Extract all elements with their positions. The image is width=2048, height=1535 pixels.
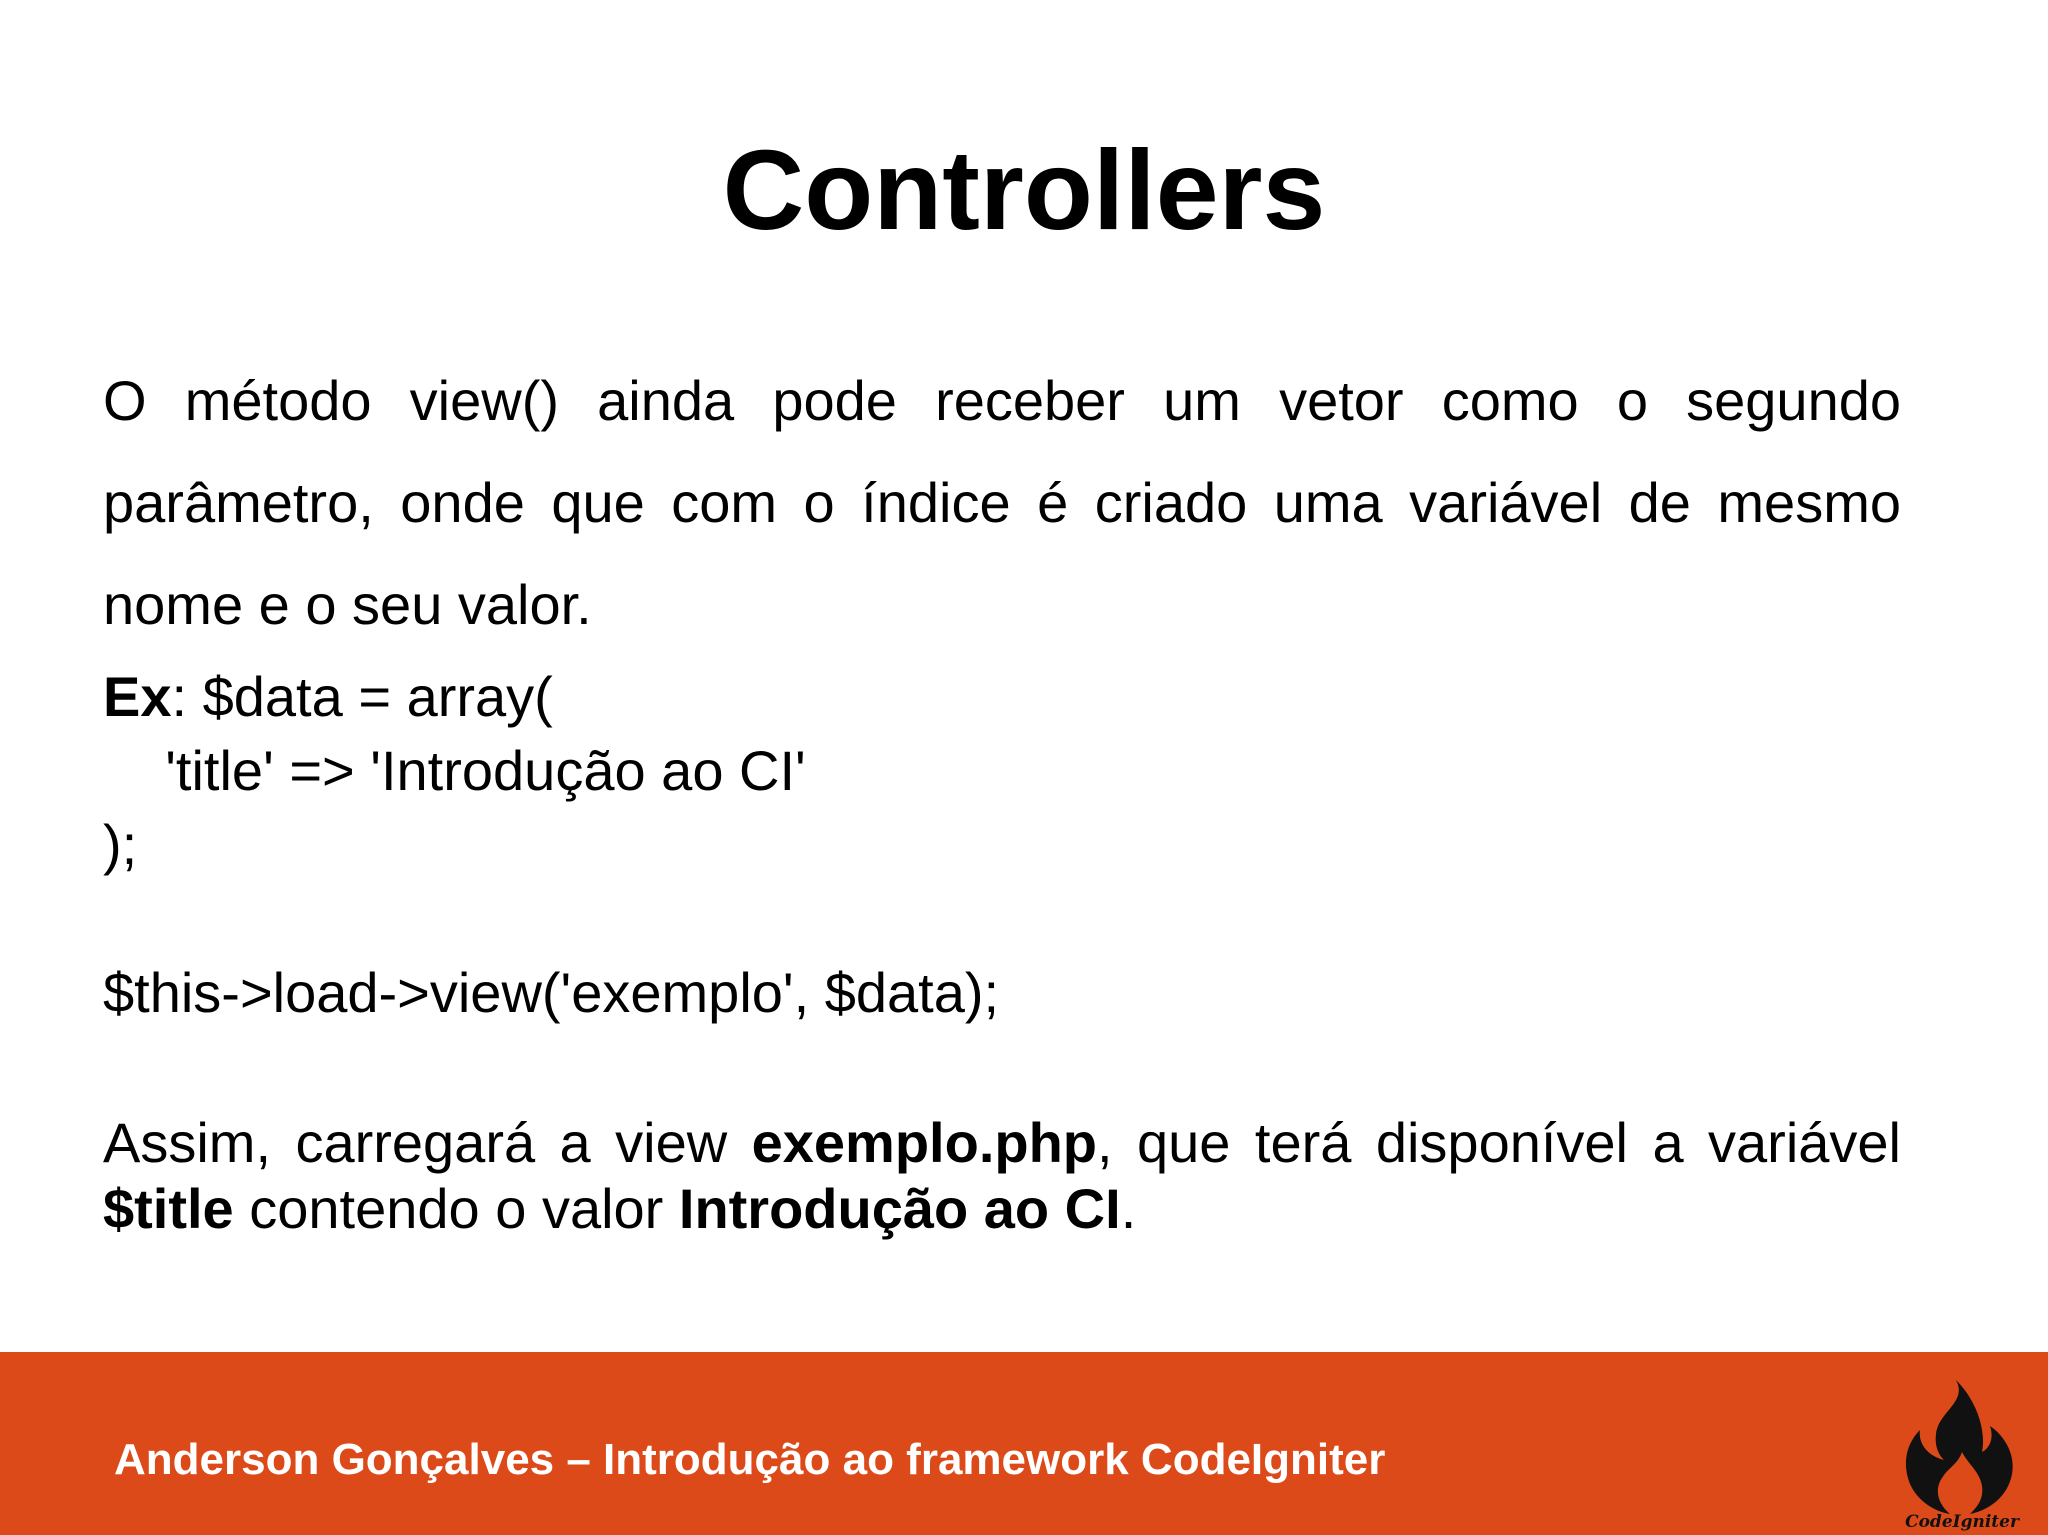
logo-caption: CodeIgniter <box>1905 1512 2019 1532</box>
outro-paragraph <box>103 1110 1901 1242</box>
outro-bold-variable: $title <box>103 1177 234 1240</box>
footer-bar <box>0 1352 2048 1535</box>
intro-paragraph: O método view() ainda pode receber um vetor como o segundo parâmetro, onde que com o índice é criado uma variável de mesmo nome e o seu valor. <box>103 369 1901 636</box>
outro-text-4: . <box>1120 1177 1137 1240</box>
code-line-2: 'title' => 'Introdução ao CI' <box>103 739 806 802</box>
example-label: Ex <box>103 665 172 728</box>
outro-bold-value: Introdução ao CI <box>678 1177 1121 1240</box>
footer-text: Anderson Gonçalves – Introdução ao framework CodeIgniter <box>114 1435 1386 1484</box>
outro-text-3: contendo o valor <box>233 1177 679 1240</box>
code-spacer <box>103 882 1901 956</box>
code-line-4: $this->load->view('exemplo', $data); <box>103 961 1000 1024</box>
slide-title: Controllers <box>722 127 1326 253</box>
code-line-1-text: : $data = array( <box>171 665 553 728</box>
outro-bold-filename: exemplo.php <box>751 1111 1098 1174</box>
code-example <box>103 660 1901 1030</box>
codeigniter-flame-icon <box>1898 1372 2026 1532</box>
outro-text-2: , que terá disponível a variável <box>1097 1111 1901 1174</box>
outro-text-1: Assim, carregará a view <box>103 1111 752 1174</box>
code-line-3: ); <box>103 813 138 876</box>
code-line-1 <box>103 660 1901 734</box>
